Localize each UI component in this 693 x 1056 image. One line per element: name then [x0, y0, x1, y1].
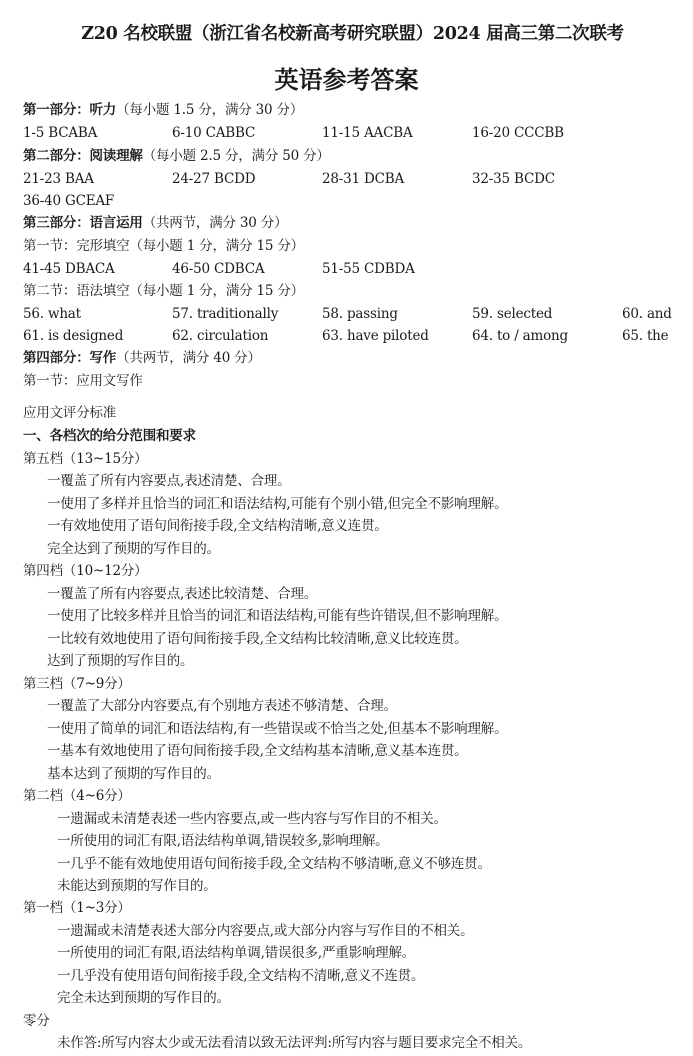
part4-heading-line — [23, 349, 261, 367]
part3-section2-heading: 第二节：语法填空（每小题 1 分，满分 15 分） — [23, 283, 304, 299]
grammar-answer: 63. have piloted — [322, 328, 429, 344]
level-label: 第二档（4~6分） — [23, 788, 131, 804]
level-item: 一所使用的词汇有限,语法结构单调,错误较多,影响理解。 — [57, 833, 389, 849]
part3-heading: 第三部分：语言运用 — [23, 215, 143, 231]
level-label: 第一档（1~3分） — [23, 900, 131, 916]
grammar-answer: 57. traditionally — [172, 306, 279, 322]
answer-group: 51-55 CDBDA — [322, 261, 415, 277]
level-item: 一遗漏或未清楚表述大部分内容要点,或大部分内容与写作目的不相关。 — [57, 923, 474, 939]
zero-label: 零分 — [23, 1013, 50, 1029]
answer-group: 32-35 BCDC — [472, 171, 555, 187]
answer-group: 16-20 CCCBB — [472, 125, 564, 141]
level-item: 未能达到预期的写作目的。 — [57, 878, 217, 894]
answer-group: 41-45 DBACA — [23, 261, 115, 277]
grammar-answer: 61. is designed — [23, 328, 124, 344]
level-item: 一基本有效地使用了语句间衔接手段,全文结构基本清晰,意义基本连贯。 — [47, 743, 468, 759]
grammar-answer: 62. circulation — [172, 328, 269, 344]
grammar-answer: 58. passing — [322, 306, 398, 322]
level-item: 完全未达到预期的写作目的。 — [57, 990, 230, 1006]
part3-section1-heading: 第一节：完形填空（每小题 1 分，满分 15 分） — [23, 238, 304, 254]
level-item: 一遗漏或未清楚表述一些内容要点,或一些内容与写作目的不相关。 — [57, 811, 447, 827]
grammar-answer: 59. selected — [472, 306, 553, 322]
level-item: 一覆盖了大部分内容要点,有个别地方表述不够清楚、合理。 — [47, 698, 397, 714]
part1-heading-line — [23, 101, 303, 119]
level-item: 一所使用的词汇有限,语法结构单调,错误很多,严重影响理解。 — [57, 945, 416, 961]
answer-group: 6-10 CABBC — [172, 125, 256, 141]
part2-heading-line — [23, 147, 330, 165]
criteria-title: 应用文评分标准 — [23, 405, 117, 421]
level-item: 一比较有效地使用了语句间衔接手段,全文结构比较清晰,意义比较连贯。 — [47, 631, 468, 647]
part2-note: （每小题 2.5 分，满分 50 分） — [142, 148, 330, 164]
answer-group: 24-27 BCDD — [172, 171, 256, 187]
grammar-answer: 56. what — [23, 306, 81, 322]
grammar-answer: 60. and — [622, 306, 672, 322]
level-item: 完全达到了预期的写作目的。 — [47, 541, 220, 557]
part1-note: （每小题 1.5 分，满分 30 分） — [116, 102, 304, 118]
document-title: Z20 名校联盟（浙江省名校新高考研究联盟）2024 届高三第二次联考 — [81, 24, 624, 44]
part4-heading: 第四部分：写作 — [23, 350, 117, 366]
level-item: 一使用了简单的词汇和语法结构,有一些错误或不恰当之处,但基本不影响理解。 — [47, 721, 508, 737]
part2-heading: 第二部分：阅读理解 — [23, 148, 143, 164]
grammar-answer: 64. to / among — [472, 328, 568, 344]
level-item: 一几乎没有使用语句间衔接手段,全文结构不清晰,意义不连贯。 — [57, 968, 425, 984]
level-item: 基本达到了预期的写作目的。 — [47, 766, 220, 782]
answer-group: 21-23 BAA — [23, 171, 94, 187]
answer-group: 36-40 GCEAF — [23, 193, 115, 209]
part3-heading-line — [23, 214, 287, 232]
level-item: 一使用了比较多样并且恰当的词汇和语法结构,可能有些许错误,但不影响理解。 — [47, 608, 508, 624]
level-item: 一覆盖了所有内容要点,表述比较清楚、合理。 — [47, 586, 318, 602]
level-item: 一有效地使用了语句间衔接手段,全文结构清晰,意义连贯。 — [47, 518, 388, 534]
answer-group: 1-5 BCABA — [23, 125, 98, 141]
part4-note: （共两节，满分 40 分） — [116, 350, 261, 366]
level-label: 第四档（10~12分） — [23, 563, 148, 579]
level-item: 一覆盖了所有内容要点,表述清楚、合理。 — [47, 473, 291, 489]
zero-text: 未作答:所写内容太少或无法看清以致无法评判:所写内容与题目要求完全不相关。 — [57, 1035, 532, 1051]
level-item: 一几乎不能有效地使用语句间衔接手段,全文结构不够清晰,意义不够连贯。 — [57, 856, 491, 872]
document-subtitle: 英语参考答案 — [274, 65, 419, 94]
level-item: 一使用了多样并且恰当的词汇和语法结构,可能有个别小错,但完全不影响理解。 — [47, 496, 508, 512]
part3-note: （共两节，满分 30 分） — [142, 215, 288, 231]
level-item: 达到了预期的写作目的。 — [47, 653, 194, 669]
answer-group: 11-15 AACBA — [322, 125, 413, 141]
part1-heading: 第一部分：听力 — [23, 102, 117, 118]
part4-section1-heading: 第一节：应用文写作 — [23, 373, 143, 389]
criteria-heading: 一、各档次的给分范围和要求 — [23, 428, 196, 444]
level-label: 第三档（7~9分） — [23, 676, 131, 692]
level-label: 第五档（13~15分） — [23, 451, 148, 467]
answer-group: 28-31 DCBA — [322, 171, 405, 187]
answer-group: 46-50 CDBCA — [172, 261, 265, 277]
grammar-answer: 65. the — [622, 328, 669, 344]
